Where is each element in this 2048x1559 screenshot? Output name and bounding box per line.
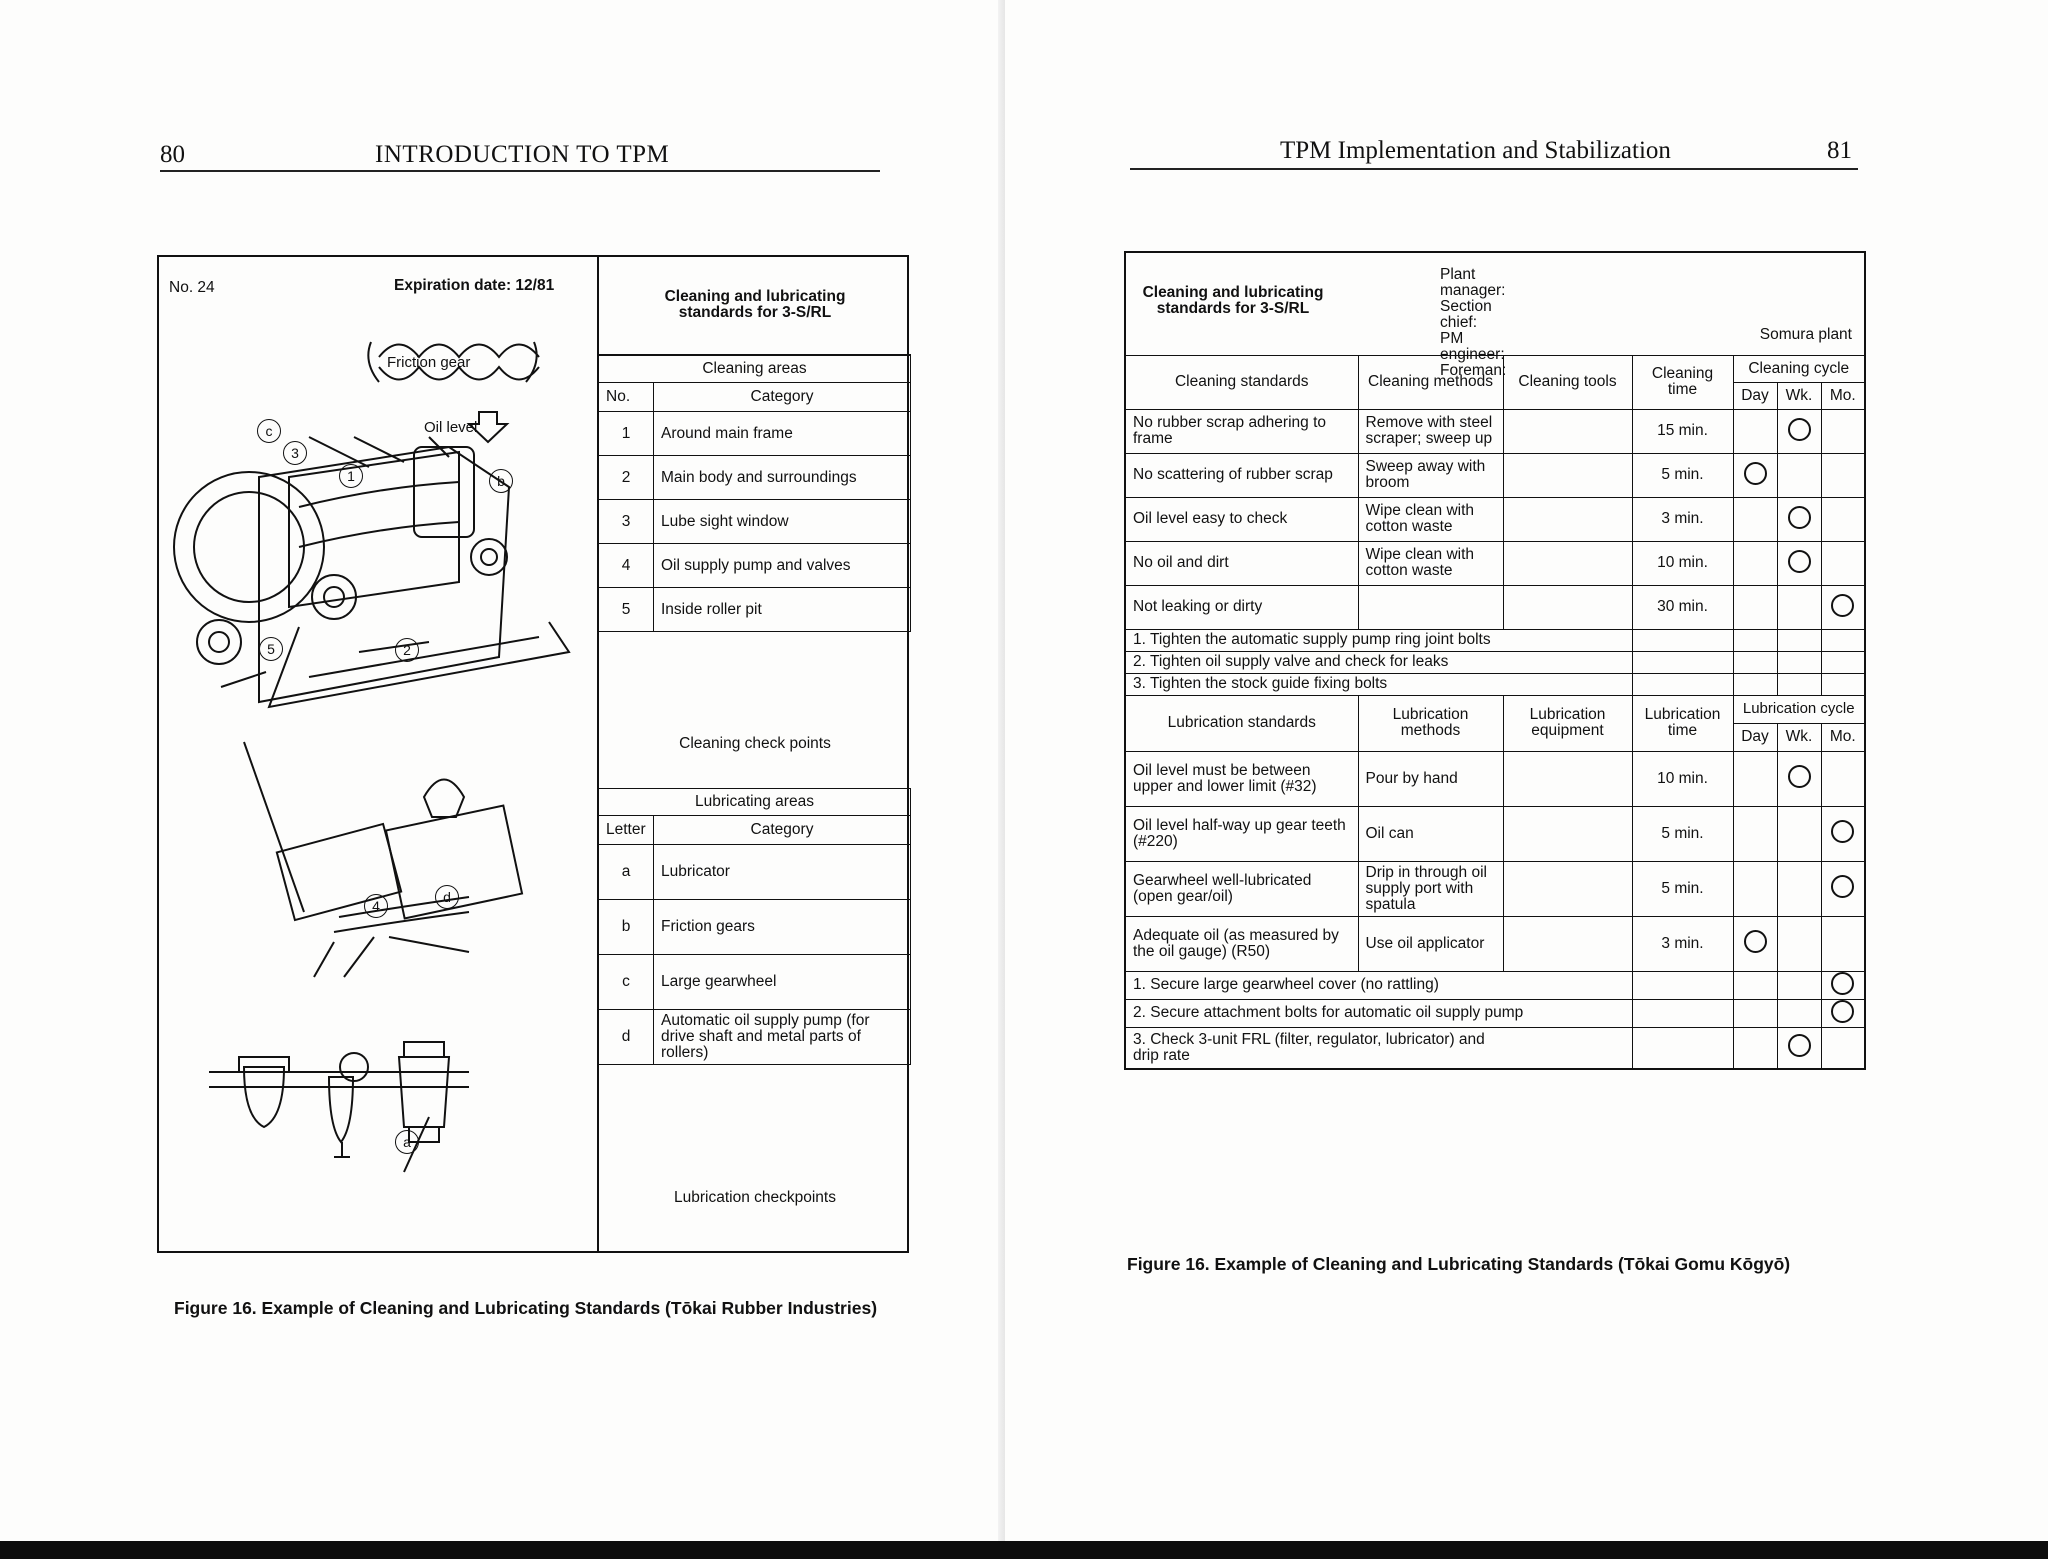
area-category: Friction gears <box>654 900 911 955</box>
cleaning-method: Wipe clean with cotton waste <box>1358 541 1503 585</box>
card-title: Cleaning and lubricating standards for 3-S/RL <box>599 255 911 355</box>
card-number: No. 24 <box>169 279 215 296</box>
lubrication-standard: Gearwheel well-lubricated (open gear/oil) <box>1125 861 1358 916</box>
area-category: Around main frame <box>654 412 911 456</box>
checkpoint-time <box>1632 651 1733 673</box>
cycle-wk-cell <box>1777 453 1821 497</box>
table-row <box>1125 453 1865 497</box>
cycle-mark-circle <box>1788 765 1811 788</box>
cleaning-method: Remove with steel scraper; sweep up <box>1358 409 1503 453</box>
table-row <box>1125 916 1865 971</box>
plant-name: Somura plant <box>1759 325 1852 343</box>
cleaning-cycle-heading: Cleaning cycle <box>1733 355 1865 382</box>
col-cleaning-standards: Cleaning standards <box>1125 355 1358 409</box>
standards-card <box>157 255 909 1253</box>
cleaning-check-points: Cleaning check points <box>599 700 911 789</box>
cycle-day-cell <box>1733 673 1777 695</box>
area-letter: a <box>599 845 654 900</box>
area-category: Inside roller pit <box>654 588 911 632</box>
right-figure-caption: Figure 16. Example of Cleaning and Lubricating Standards (Tōkai Gomu Kōgyō) <box>1127 1254 1791 1274</box>
area-category: Main body and surroundings <box>654 456 911 500</box>
checkpoint-time <box>1632 999 1733 1027</box>
left-header-rule <box>160 170 880 172</box>
cycle-wk-cell <box>1777 916 1821 971</box>
table-row <box>1125 861 1865 916</box>
cycle-mo-cell <box>1821 453 1865 497</box>
cycle-mark-circle <box>1831 820 1854 843</box>
checkpoint-row <box>1125 673 1865 695</box>
cycle-day-cell <box>1733 971 1777 999</box>
cycle-day-cell <box>1733 453 1777 497</box>
cycle-mark-circle <box>1744 462 1767 485</box>
lubrication-checkpoint: 1. Secure large gearwheel cover (no rattling) <box>1125 971 1632 999</box>
cycle-mo-cell <box>1821 916 1865 971</box>
cycle-mo-cell <box>1821 971 1865 999</box>
expiration-date: Expiration date: 12/81 <box>394 277 555 294</box>
area-number: 1 <box>599 412 654 456</box>
cleaning-time: 15 min. <box>1632 409 1733 453</box>
table-row <box>599 500 911 544</box>
cleaning-standard: No rubber scrap adhering to frame <box>1125 409 1358 453</box>
right-running-head: TPM Implementation and Stabilization <box>1280 137 1671 164</box>
table-row <box>1125 497 1865 541</box>
cycle-wk-cell <box>1777 541 1821 585</box>
cycle-wk-cell <box>1777 751 1821 806</box>
left-page <box>0 0 1005 1559</box>
checkpoint-time <box>1632 1027 1733 1069</box>
checkpoint-time <box>1632 673 1733 695</box>
cleaning-time: 10 min. <box>1632 541 1733 585</box>
cycle-day-cell <box>1733 541 1777 585</box>
lubrication-standard: Adequate oil (as measured by the oil gauge) (R50) <box>1125 916 1358 971</box>
lubrication-method: Pour by hand <box>1358 751 1503 806</box>
cleaning-standard: Oil level easy to check <box>1125 497 1358 541</box>
col-cleaning-time: Cleaning time <box>1632 355 1733 409</box>
lubricating-areas-heading: Lubricating areas <box>599 789 911 816</box>
area-number: 2 <box>599 456 654 500</box>
col-day: Day <box>1733 723 1777 751</box>
left-figure-caption: Figure 16. Example of Cleaning and Lubricating Standards (Tōkai Rubber Industries) <box>174 1298 878 1318</box>
callout-a: a <box>395 1130 419 1154</box>
checkpoint-row <box>1125 999 1865 1027</box>
cycle-mo-cell <box>1821 999 1865 1027</box>
area-category: Large gearwheel <box>654 955 911 1010</box>
callout-5: 5 <box>259 637 283 661</box>
lubrication-method: Use oil applicator <box>1358 916 1503 971</box>
cycle-day-cell <box>1733 1027 1777 1069</box>
cycle-mo-cell <box>1821 629 1865 651</box>
cycle-mo-cell <box>1821 861 1865 916</box>
callout-3: 3 <box>283 441 307 465</box>
table-row <box>599 900 911 955</box>
cycle-day-cell <box>1733 916 1777 971</box>
col-month: Mo. <box>1821 382 1865 409</box>
right-header-rule <box>1130 168 1858 170</box>
cycle-wk-cell <box>1777 971 1821 999</box>
col-lubrication-standards: Lubrication standards <box>1125 695 1358 751</box>
cycle-wk-cell <box>1777 673 1821 695</box>
table-row <box>1125 751 1865 806</box>
bottom-edge-bar <box>0 1541 2048 1559</box>
checkpoint-time <box>1632 971 1733 999</box>
cycle-mark-circle <box>1744 930 1767 953</box>
standards-table <box>1124 251 1866 1070</box>
cycle-mark-circle <box>1831 972 1854 995</box>
table-row <box>1125 409 1865 453</box>
col-month: Mo. <box>1821 723 1865 751</box>
table-row <box>599 544 911 588</box>
section-chief-label: Section chief: <box>1440 298 1492 331</box>
cleaning-time: 5 min. <box>1632 453 1733 497</box>
cycle-wk-cell <box>1777 629 1821 651</box>
cycle-wk-cell <box>1777 999 1821 1027</box>
callout-c: c <box>257 419 281 443</box>
callout-1: 1 <box>339 464 363 488</box>
cycle-mark-circle <box>1831 594 1854 617</box>
cycle-mark-circle <box>1788 418 1811 441</box>
area-number: 5 <box>599 588 654 632</box>
cleaning-time: 3 min. <box>1632 497 1733 541</box>
right-table-title: Cleaning and lubricating standards for 3-S/RL <box>1142 284 1324 317</box>
cleaning-checkpoint: 1. Tighten the automatic supply pump ring joint bolts <box>1125 629 1632 651</box>
cleaning-areas-table <box>598 355 911 632</box>
cycle-mo-cell <box>1821 497 1865 541</box>
lubrication-checkpoints: Lubrication checkpoints <box>674 1189 836 1206</box>
callout-2: 2 <box>395 638 419 662</box>
cleaning-method <box>1358 585 1503 629</box>
area-category: Oil supply pump and valves <box>654 544 911 588</box>
cycle-day-cell <box>1733 999 1777 1027</box>
right-page-number: 81 <box>1827 137 1852 164</box>
lubrication-checkpoint: 3. Check 3-unit FRL (filter, regulator, lubricator) and drip rate <box>1125 1027 1632 1069</box>
col-category: Category <box>654 816 911 845</box>
cycle-wk-cell <box>1777 651 1821 673</box>
col-lubrication-time: Lubrication time <box>1632 695 1733 751</box>
plant-manager-label: Plant manager: <box>1440 266 1506 299</box>
cycle-day-cell <box>1733 585 1777 629</box>
lubrication-method: Oil can <box>1358 806 1503 861</box>
lubrication-checkpoint: 2. Secure attachment bolts for automatic oil supply pump <box>1125 999 1632 1027</box>
table-row <box>599 456 911 500</box>
cycle-day-cell <box>1733 651 1777 673</box>
area-category: Lubricator <box>654 845 911 900</box>
table-row <box>599 1010 911 1065</box>
cleaning-checkpoint: 3. Tighten the stock guide fixing bolts <box>1125 673 1632 695</box>
col-category: Category <box>654 383 911 412</box>
cycle-mark-circle <box>1831 1000 1854 1023</box>
callout-d: d <box>435 885 459 909</box>
cleaning-tools <box>1503 409 1632 453</box>
pm-engineer-label: PM engineer: <box>1440 330 1505 363</box>
cycle-mark-circle <box>1831 875 1854 898</box>
table-row <box>599 845 911 900</box>
foreman-label: Foreman: <box>1440 362 1507 379</box>
lubrication-time: 10 min. <box>1632 751 1733 806</box>
cycle-wk-cell <box>1777 409 1821 453</box>
cycle-wk-cell <box>1777 1027 1821 1069</box>
area-category: Lube sight window <box>654 500 911 544</box>
area-letter: b <box>599 900 654 955</box>
lubrication-time: 3 min. <box>1632 916 1733 971</box>
table-row <box>1125 585 1865 629</box>
col-week: Wk. <box>1777 382 1821 409</box>
cycle-wk-cell <box>1777 585 1821 629</box>
col-day: Day <box>1733 382 1777 409</box>
left-page-number: 80 <box>160 141 185 168</box>
cleaning-method: Sweep away with broom <box>1358 453 1503 497</box>
lubrication-time: 5 min. <box>1632 806 1733 861</box>
table-row <box>1125 541 1865 585</box>
cycle-day-cell <box>1733 861 1777 916</box>
lubrication-method: Drip in through oil supply port with spatula <box>1358 861 1503 916</box>
cycle-mo-cell <box>1821 1027 1865 1069</box>
table-row <box>1125 806 1865 861</box>
cleaning-tools <box>1503 585 1632 629</box>
oil-level-label: Oil level <box>424 419 478 436</box>
table-row <box>599 412 911 456</box>
cycle-wk-cell <box>1777 497 1821 541</box>
lubrication-equipment <box>1503 751 1632 806</box>
cycle-mo-cell <box>1821 651 1865 673</box>
cleaning-tools <box>1503 541 1632 585</box>
lubrication-time: 5 min. <box>1632 861 1733 916</box>
cleaning-tools <box>1503 497 1632 541</box>
card-right-column <box>597 255 911 1253</box>
cycle-day-cell <box>1733 806 1777 861</box>
cleaning-tools <box>1503 453 1632 497</box>
lubricating-areas-table <box>598 788 911 1065</box>
cycle-mo-cell <box>1821 673 1865 695</box>
col-cleaning-methods: Cleaning methods <box>1358 355 1503 409</box>
cycle-wk-cell <box>1777 861 1821 916</box>
lubrication-standard: Oil level half-way up gear teeth (#220) <box>1125 806 1358 861</box>
checkpoint-time <box>1632 629 1733 651</box>
table-row <box>599 588 911 632</box>
lubrication-cycle-heading: Lubrication cycle <box>1733 695 1865 723</box>
table-row <box>599 955 911 1010</box>
lubrication-standard: Oil level must be between upper and lower limit (#32) <box>1125 751 1358 806</box>
lubrication-equipment <box>1503 916 1632 971</box>
area-category: Automatic oil supply pump (for drive shaft and metal parts of rollers) <box>654 1010 911 1065</box>
machine-illustration <box>159 297 599 1177</box>
area-number: 3 <box>599 500 654 544</box>
cleaning-time: 30 min. <box>1632 585 1733 629</box>
callout-4: 4 <box>364 894 388 918</box>
cleaning-checkpoint: 2. Tighten oil supply valve and check for leaks <box>1125 651 1632 673</box>
left-running-head: INTRODUCTION TO TPM <box>375 141 670 168</box>
cleaning-method: Wipe clean with cotton waste <box>1358 497 1503 541</box>
cycle-mark-circle <box>1788 506 1811 529</box>
cycle-mo-cell <box>1821 409 1865 453</box>
checkpoint-row <box>1125 629 1865 651</box>
cycle-day-cell <box>1733 751 1777 806</box>
cycle-mo-cell <box>1821 751 1865 806</box>
friction-gear-label: Friction gear <box>387 354 471 371</box>
cycle-mo-cell <box>1821 541 1865 585</box>
cleaning-standard: No oil and dirt <box>1125 541 1358 585</box>
lubrication-equipment <box>1503 806 1632 861</box>
cycle-mo-cell <box>1821 806 1865 861</box>
col-week: Wk. <box>1777 723 1821 751</box>
cleaning-standard: Not leaking or dirty <box>1125 585 1358 629</box>
cycle-mo-cell <box>1821 585 1865 629</box>
cycle-day-cell <box>1733 409 1777 453</box>
area-letter: c <box>599 955 654 1010</box>
area-letter: d <box>599 1010 654 1065</box>
approval-roles <box>1440 267 1506 379</box>
checkpoint-row <box>1125 1027 1865 1069</box>
col-lubrication-methods: Lubrication methods <box>1358 695 1503 751</box>
col-cleaning-tools: Cleaning tools <box>1503 355 1632 409</box>
cycle-mark-circle <box>1788 1034 1811 1057</box>
cycle-wk-cell <box>1777 806 1821 861</box>
area-number: 4 <box>599 544 654 588</box>
cleaning-standard: No scattering of rubber scrap <box>1125 453 1358 497</box>
callout-b: b <box>489 469 513 493</box>
lubrication-equipment <box>1503 861 1632 916</box>
checkpoint-row <box>1125 651 1865 673</box>
cleaning-areas-heading: Cleaning areas <box>599 356 911 383</box>
cycle-day-cell <box>1733 497 1777 541</box>
cycle-day-cell <box>1733 629 1777 651</box>
cycle-mark-circle <box>1788 550 1811 573</box>
col-no: No. <box>599 383 654 412</box>
right-page <box>1005 0 2048 1559</box>
col-letter: Letter <box>599 816 654 845</box>
col-lubrication-equipment: Lubrication equipment <box>1503 695 1632 751</box>
checkpoint-row <box>1125 971 1865 999</box>
